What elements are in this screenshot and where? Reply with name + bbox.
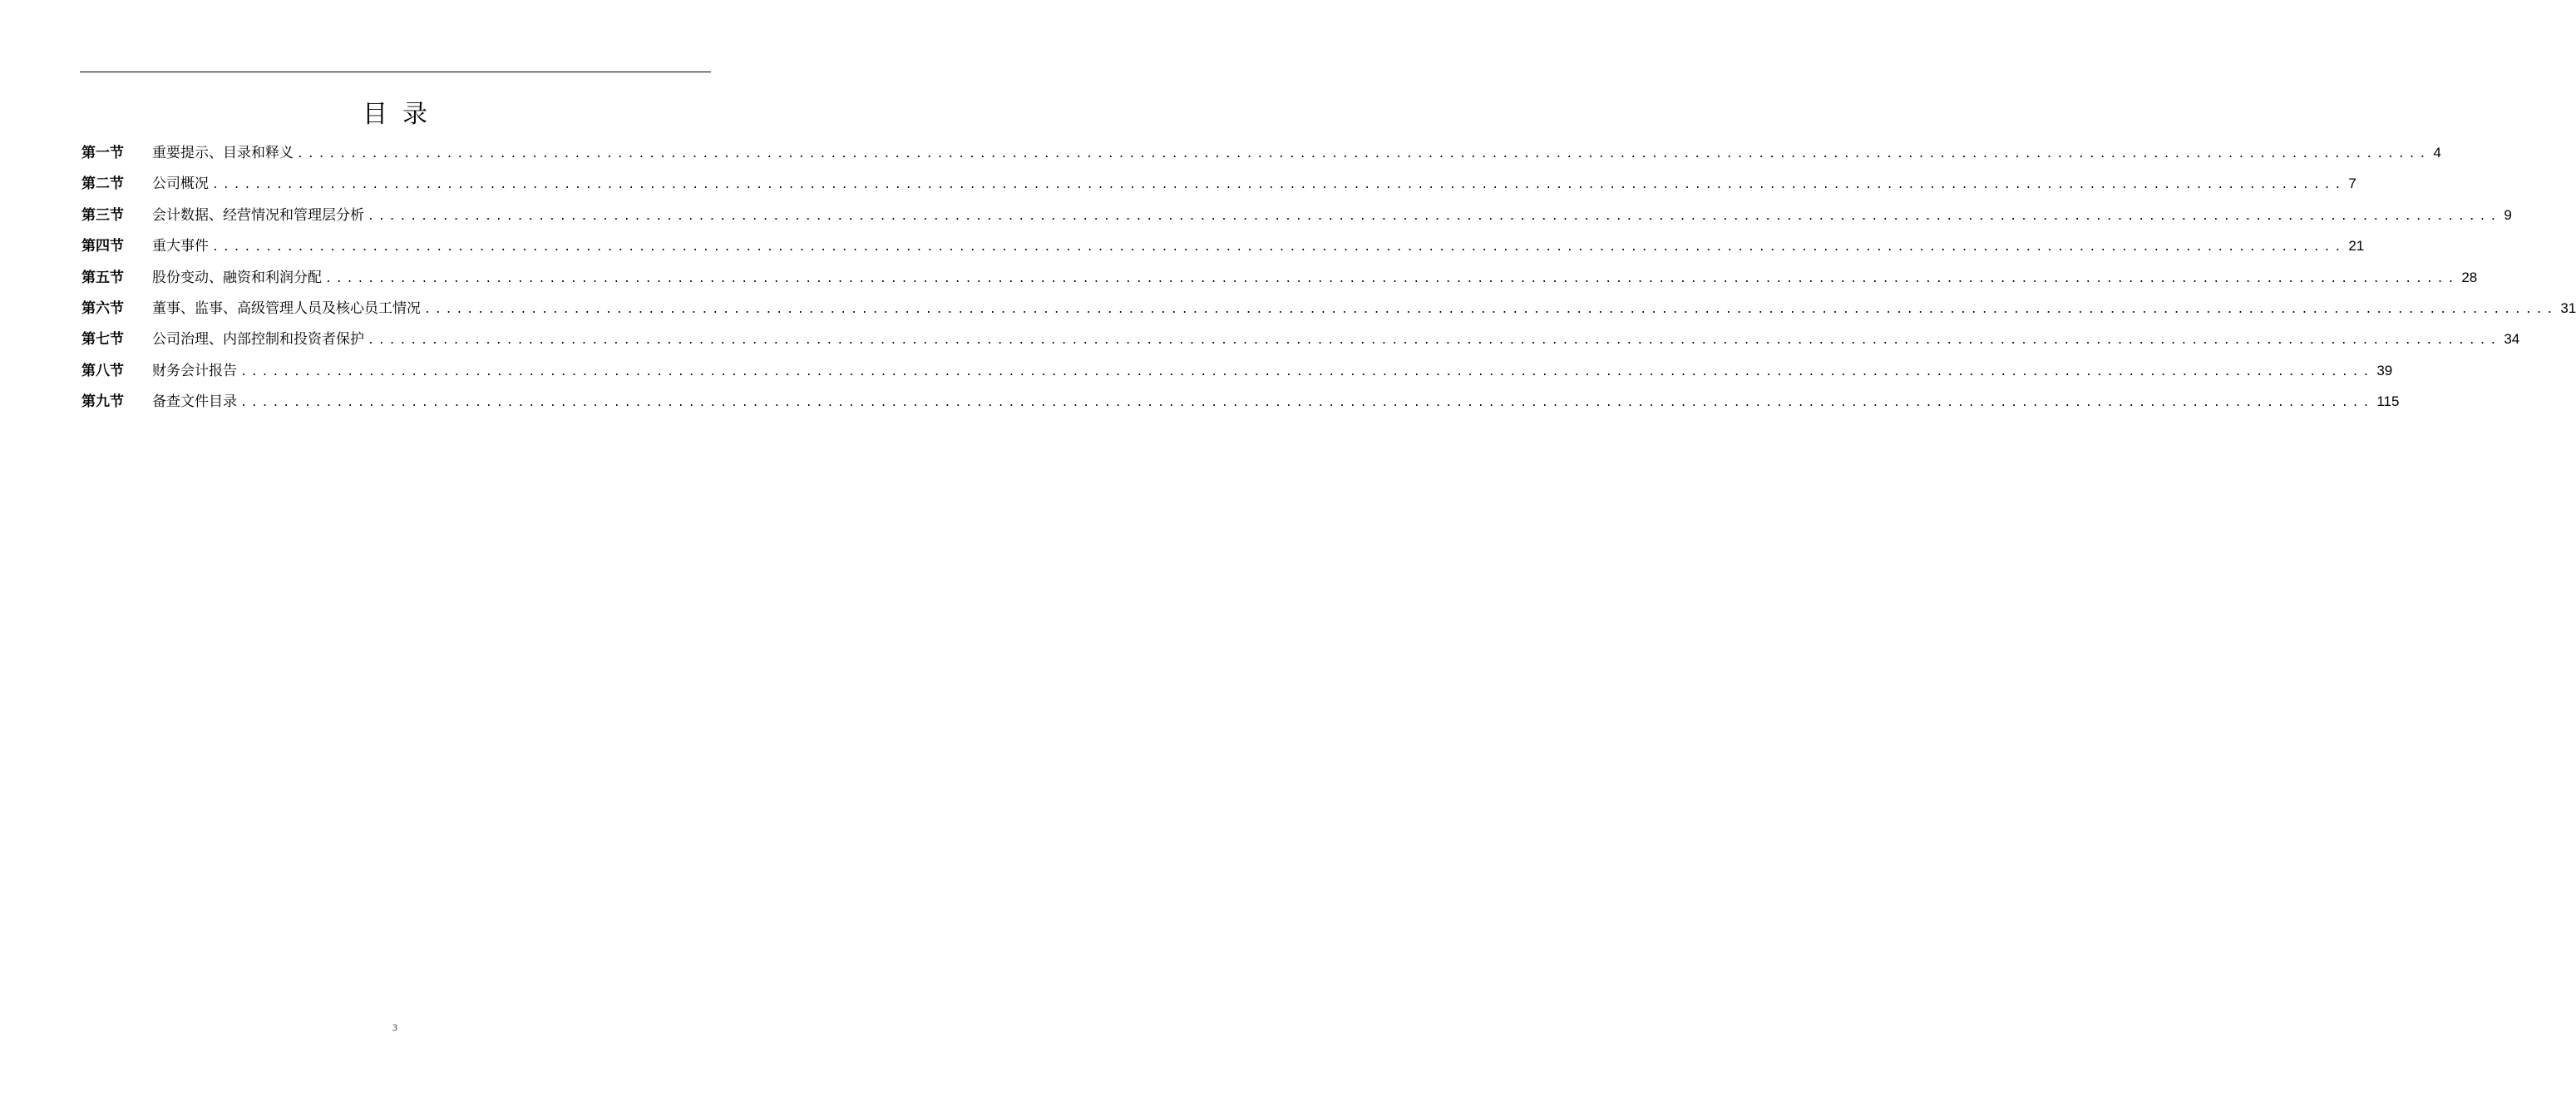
toc-page-number: 21: [2348, 238, 2365, 255]
toc-entry[interactable]: [81, 141, 2441, 172]
toc-dot-leader: ........................................................................................................................................................................................................: [240, 397, 2374, 410]
toc-dot-leader: ........................................................................................................................................................................................................: [424, 303, 2558, 316]
toc-page-number: 34: [2504, 331, 2520, 348]
toc-section-name: 财务会计报告: [152, 362, 237, 379]
toc-section-number: 第五节: [81, 269, 124, 286]
toc-list: [81, 141, 2576, 422]
toc-page-number: 115: [2376, 393, 2400, 410]
toc-entry[interactable]: [81, 359, 2393, 390]
toc-section-number: 第三节: [81, 206, 124, 224]
toc-page-number: 28: [2461, 269, 2478, 285]
toc-section-name: 重要提示、目录和释义: [152, 145, 294, 161]
toc-dot-leader: ........................................................................................................................................................................................................: [368, 210, 2501, 223]
toc-entry[interactable]: [81, 266, 2478, 297]
toc-entry[interactable]: [81, 235, 2365, 265]
toc-page-number: 31: [2560, 299, 2576, 316]
toc-section-name: 重大事件: [152, 238, 209, 255]
toc-section-name: 备查文件目录: [152, 393, 237, 411]
toc-entry[interactable]: [81, 172, 2356, 203]
toc-section-name: 董事、监事、高级管理人员及核心员工情况: [152, 299, 421, 317]
toc-entry[interactable]: [81, 328, 2520, 359]
toc-dot-leader: ........................................................................................................................................................................................................: [368, 334, 2501, 348]
toc-dot-leader: ........................................................................................................................................................................................................: [297, 148, 2430, 161]
toc-dot-leader: ........................................................................................................................................................................................................: [240, 365, 2374, 378]
toc-entry[interactable]: [81, 204, 2512, 235]
toc-section-name: 会计数据、经营情况和管理层分析: [152, 206, 364, 224]
toc-dot-leader: ........................................................................................................................................................................................................: [212, 241, 2346, 255]
toc-title: 目录: [363, 100, 442, 129]
toc-section-number: 第六节: [81, 299, 124, 317]
toc-page-number: 4: [2433, 145, 2441, 161]
toc-page-number: 9: [2504, 206, 2512, 223]
toc-section-name: 公司治理、内部控制和投资者保护: [152, 331, 364, 349]
toc-dot-leader: ........................................................................................................................................................................................................: [325, 272, 2459, 285]
toc-section-number: 第九节: [81, 393, 124, 411]
page-number: 3: [392, 1022, 397, 1033]
toc-section-name: 股份变动、融资和利润分配: [152, 269, 322, 286]
toc-page-number: 7: [2348, 176, 2356, 192]
toc-entry[interactable]: [81, 390, 2400, 421]
toc-page-number: 39: [2376, 362, 2393, 378]
toc-section-number: 第二节: [81, 176, 124, 193]
toc-dot-leader: ........................................................................................................................................................................................................: [212, 179, 2346, 192]
toc-section-name: 公司概况: [152, 176, 209, 193]
toc-section-number: 第一节: [81, 145, 124, 161]
toc-section-number: 第七节: [81, 331, 124, 349]
toc-section-number: 第八节: [81, 362, 124, 379]
toc-section-number: 第四节: [81, 238, 124, 255]
toc-entry[interactable]: [81, 297, 2576, 328]
